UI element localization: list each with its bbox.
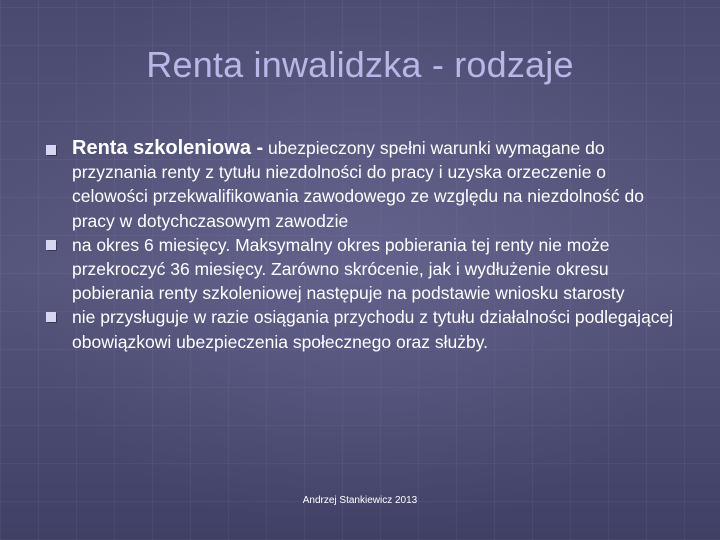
square-bullet-icon [46,145,56,155]
slide-footer: Andrzej Stankiewicz 2013 [302,495,418,506]
bullet-item-2 [40,233,680,306]
bullet-list [40,136,680,354]
square-bullet-icon [46,312,56,322]
bullet-lead: Renta szkoleniowa - [72,137,264,159]
bullet-item-1 [40,136,680,233]
bullet-text: ubezpieczony spełni warunki wymagane do przyznania renty z tytułu niezdolności do pracy i uzyska orzeczenie o celowości przekwalifikowania zawodowego ze względu na niezdolność do pracy w dotychczasowym zawodzie [72,138,644,231]
slide-title: Renta inwalidzka - rodzaje [146,44,574,85]
bullet-text: nie przysługuje w razie osiągania przychodu z tytułu działalności podlegającej obowiązkowi ubezpieczenia społecznego oraz służby. [72,307,674,352]
square-bullet-icon [46,240,56,250]
bullet-item-3 [40,305,680,353]
bullet-text: na okres 6 miesięcy. Maksymalny okres pobierania tej renty nie może przekroczyć 36 miesięcy. Zarówno skrócenie, jak i wydłużenie okresu pobierania renty szkoleniowej następuje na podstawie wniosku starosty [72,234,625,304]
